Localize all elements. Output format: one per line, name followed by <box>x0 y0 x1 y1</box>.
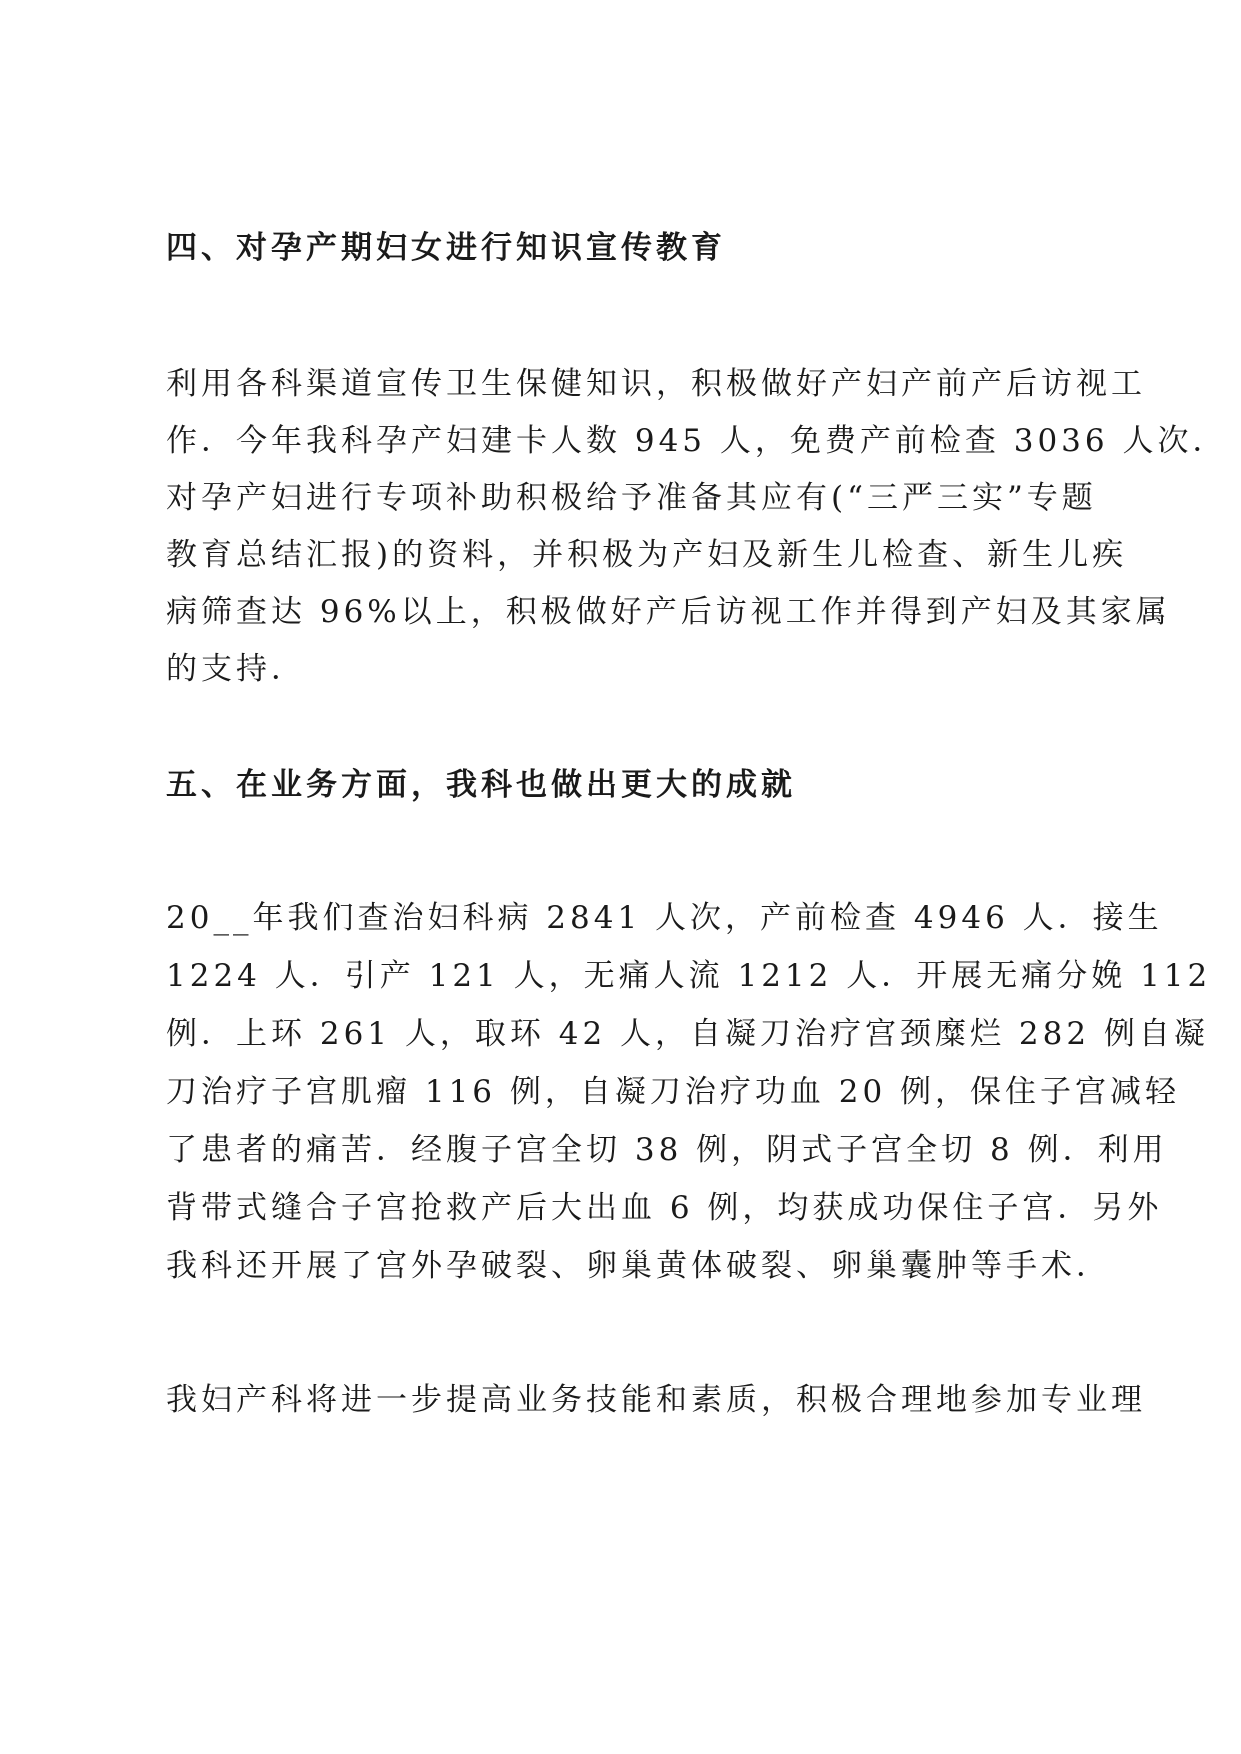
paragraph-line: 20__年我们查治妇科病 2841 人次，产前检查 4946 人．接生 <box>166 900 1163 936</box>
paragraph-line: 刀治疗子宫肌瘤 116 例，自凝刀治疗功血 20 例，保住子宫减轻 <box>166 1074 1181 1110</box>
paragraph-line: 背带式缝合子宫抢救产后大出血 6 例，均获成功保住子宫．另外 <box>166 1190 1163 1226</box>
paragraph-line: 我妇产科将进一步提高业务技能和素质，积极合理地参加专业理 <box>166 1382 1146 1418</box>
paragraph-line: 1224 人．引产 121 人，无痛人流 1212 人．开展无痛分娩 112 <box>166 958 1212 994</box>
paragraph-line: 例．上环 261 人，取环 42 人，自凝刀治疗宫颈糜烂 282 例自凝 <box>166 1016 1209 1052</box>
paragraph-line: 对孕产妇进行专项补助积极给予准备其应有(“三严三实”专题 <box>166 480 1097 516</box>
paragraph-line: 教育总结汇报)的资料，并积极为产妇及新生儿检查、新生儿疾 <box>166 537 1128 573</box>
paragraph-line: 作．今年我科孕产妇建卡人数 945 人，免费产前检查 3036 人次． <box>166 423 1228 459</box>
paragraph-line: 利用各科渠道宣传卫生保健知识，积极做好产妇产前产后访视工 <box>166 366 1146 402</box>
paragraph-line: 病筛查达 96%以上，积极做好产后访视工作并得到产妇及其家属 <box>166 594 1171 630</box>
paragraph-line: 的支持． <box>166 651 306 687</box>
section-4-heading: 四、对孕产期妇女进行知识宣传教育 <box>166 230 726 266</box>
paragraph-line: 了患者的痛苦．经腹子宫全切 38 例，阴式子宫全切 8 例．利用 <box>166 1132 1168 1168</box>
paragraph-line: 我科还开展了宫外孕破裂、卵巢黄体破裂、卵巢囊肿等手术． <box>166 1248 1111 1284</box>
section-5-heading: 五、在业务方面，我科也做出更大的成就 <box>166 767 796 803</box>
